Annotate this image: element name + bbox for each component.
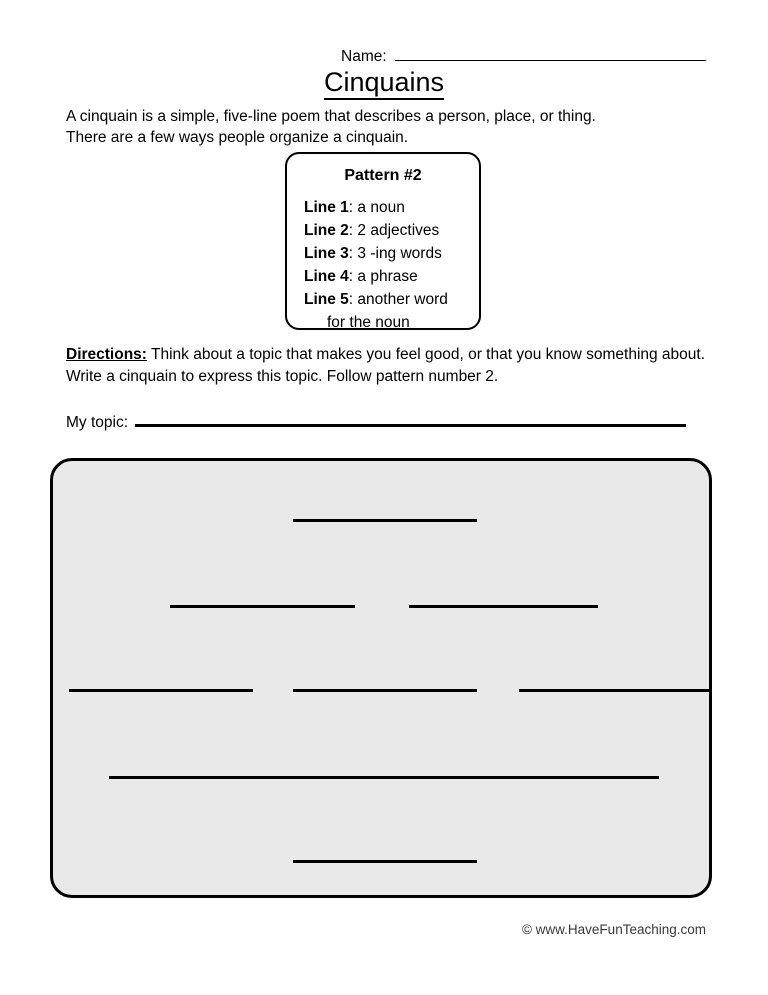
pattern-item-4-text: : a phrase [348,268,418,285]
directions-paragraph [66,344,711,388]
answer-blank-line-3-1[interactable] [69,689,253,692]
answer-blank-line-2-1[interactable] [170,605,355,608]
name-field-row [341,44,706,68]
directions-text: Think about a topic that makes you feel good, or that you know something about. Write a cinquain to express this topic. Follow pattern number 2. [66,346,706,385]
pattern-item-2-text: : 2 adjectives [348,222,440,239]
intro-line-2: There are a few ways people organize a cinquain. [66,129,409,146]
name-input-line[interactable] [395,44,706,61]
pattern-box-heading: Pattern #2 [344,167,422,184]
intro-paragraph [66,106,706,148]
answer-blank-line-3-2[interactable] [293,689,477,692]
answer-blank-line-5-1[interactable] [293,860,477,863]
pattern-item-4 [304,265,479,288]
answer-blank-line-1-1[interactable] [293,519,477,522]
directions-label: Directions: [66,346,147,363]
pattern-item-5-continuation: for the noun [327,314,410,331]
topic-label: My topic: [66,414,129,431]
pattern-item-2-label: Line 2 [304,222,349,239]
pattern-item-3-text: : 3 -ing words [348,245,442,262]
cinquain-answer-box[interactable] [50,458,712,898]
footer-copyright: © www.HaveFunTeaching.com [521,922,706,937]
name-label: Name: [341,48,387,65]
pattern-item-4-label: Line 4 [304,268,349,285]
pattern-item-1-label: Line 1 [304,199,349,216]
intro-line-1: A cinquain is a simple, five-line poem that describes a person, place, or thing. [66,108,596,125]
pattern-box [285,152,481,330]
pattern-item-3 [304,242,479,265]
topic-input-line[interactable] [135,406,686,427]
pattern-item-5-text: : another word [348,291,448,308]
pattern-item-5 [304,288,479,311]
pattern-item-5-label: Line 5 [304,291,349,308]
pattern-item-3-label: Line 3 [304,245,349,262]
pattern-item-list [287,196,479,334]
topic-field-row [66,406,686,430]
page-title-text: Cinquains [324,66,444,100]
pattern-item-1 [304,196,479,219]
answer-blank-line-4-1[interactable] [109,776,659,779]
pattern-item-1-text: : a noun [348,199,405,216]
page-title [0,66,768,100]
answer-blank-line-2-2[interactable] [409,605,598,608]
answer-blank-line-3-3[interactable] [519,689,709,692]
pattern-item-2 [304,219,479,242]
